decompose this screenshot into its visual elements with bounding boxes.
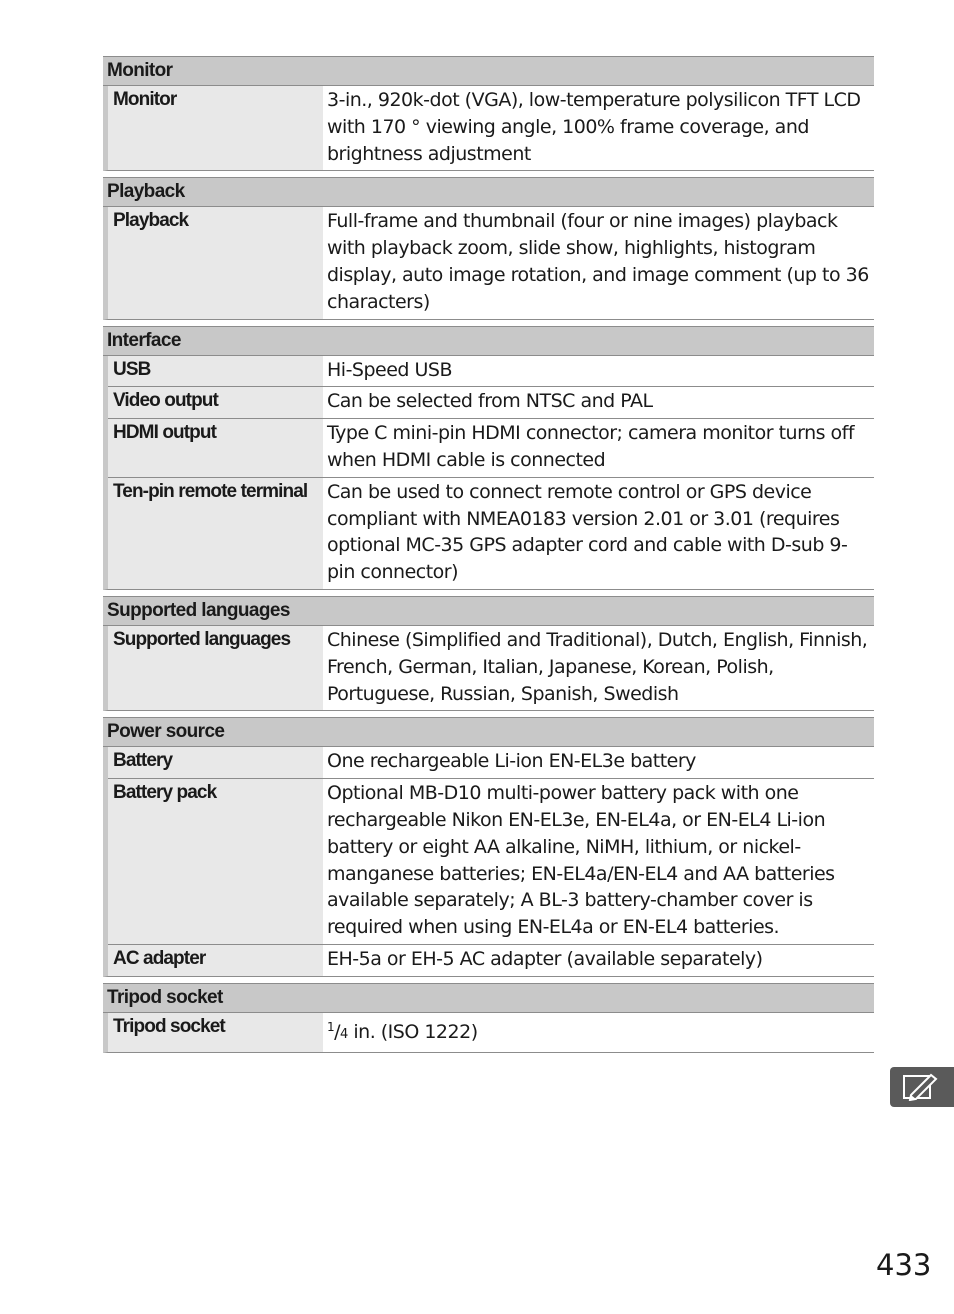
- reference-section-tab[interactable]: [890, 1067, 954, 1107]
- section-header: Monitor: [103, 56, 874, 86]
- spec-row: [108, 1013, 874, 1052]
- spec-row: [108, 626, 874, 710]
- spec-value: Chinese (Simplified and Traditional), Dutch, English, Finnish, French, German, Italian, Japanese, Korean, Polish, Portuguese, Russian, Spanish, Swedish: [327, 628, 868, 705]
- spec-label: USB: [108, 356, 323, 387]
- section-body: [103, 626, 874, 711]
- section-monitor: [103, 56, 874, 171]
- section-header: Supported languages: [103, 596, 874, 626]
- spec-label: HDMI output: [108, 419, 323, 477]
- spec-value: Optional MB-D10 multi-power battery pack with one rechargeable Nikon EN-EL3e, EN-EL4a, or EN-EL4 Li-ion battery or eight AA alkaline, NiMH, lithium, or nickel-manganese batteries; EN-EL4a/EN-EL4 and AA batteries available separately; A BL-3 battery-chamber cover is required when using EN-EL4a or EN-EL4 batteries.: [327, 782, 835, 939]
- section-header: Interface: [103, 326, 874, 356]
- spec-value: EH-5a or EH-5 AC adapter (available separately): [327, 947, 763, 970]
- section-body: [103, 747, 874, 976]
- spec-value: Type C mini-pin HDMI connector; camera monitor turns off when HDMI cable is connected: [327, 422, 855, 471]
- section-playback: [103, 177, 874, 319]
- spec-value: Hi-Speed USB: [327, 358, 453, 381]
- spec-label: Battery: [108, 747, 323, 778]
- spec-value: $^1$/4 in. (ISO 1222): [327, 1019, 478, 1043]
- section-power-source: [103, 717, 874, 976]
- spec-label: Playback: [108, 207, 323, 318]
- section-header: Playback: [103, 177, 874, 207]
- section-body: [103, 356, 874, 590]
- spec-row: [108, 778, 874, 944]
- spec-label: Tripod socket: [108, 1013, 323, 1052]
- spec-row: [108, 747, 874, 778]
- spec-label: AC adapter: [108, 945, 323, 976]
- section-interface: [103, 326, 874, 590]
- spec-value: Full-frame and thumbnail (four or nine images) playback with playback zoom, slide show, highlights, histogram display, auto image rotation, and image comment (up to 36 characters): [327, 210, 869, 313]
- spec-value: One rechargeable Li-ion EN-EL3e battery: [327, 750, 696, 773]
- page-number: 433: [876, 1248, 932, 1282]
- spec-row: [108, 386, 874, 418]
- section-header: Tripod socket: [103, 983, 874, 1013]
- section-body: [103, 1013, 874, 1053]
- spec-row: [108, 418, 874, 477]
- spec-row: [108, 944, 874, 976]
- section-body: [103, 207, 874, 319]
- tripod-value-text: in. (ISO 1222): [347, 1020, 478, 1043]
- spec-row: [108, 207, 874, 318]
- spec-row: [108, 356, 874, 387]
- section-header: Power source: [103, 717, 874, 747]
- spec-value: Can be used to connect remote control or GPS device compliant with NMEA0183 version 2.01 or 3.01 (requires optional MC-35 GPS adapter cord and cable with D-sub 9-pin connector): [327, 480, 848, 584]
- spec-label: Video output: [108, 387, 323, 418]
- spec-value: Can be selected from NTSC and PAL: [327, 390, 653, 413]
- spec-value: 3-in., 920k-dot (VGA), low-temperature polysilicon TFT LCD with 170 ° viewing angle, 100% frame coverage, and brightness adjustment: [327, 89, 861, 165]
- spec-label: Ten-pin remote terminal: [108, 478, 323, 589]
- reference-pencil-icon: [901, 1073, 941, 1101]
- fraction-denominator: 4: [340, 1026, 348, 1042]
- fraction-numerator: 1: [327, 1019, 335, 1034]
- spec-label: Monitor: [108, 86, 323, 170]
- spec-label: Battery pack: [108, 779, 323, 944]
- spec-table: [103, 56, 874, 1059]
- spec-row: [108, 477, 874, 589]
- section-body: [103, 86, 874, 171]
- section-supported-languages: [103, 596, 874, 711]
- section-tripod-socket: [103, 983, 874, 1053]
- spec-label: Supported languages: [108, 626, 323, 710]
- spec-row: [108, 86, 874, 170]
